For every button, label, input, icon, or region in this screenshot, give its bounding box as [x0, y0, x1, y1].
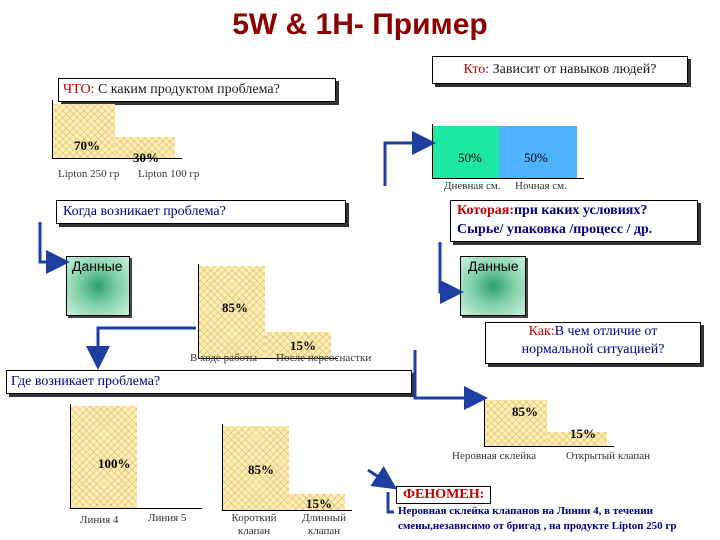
- where-valve-pct-1: 85%: [248, 462, 274, 477]
- which-line2: Сырье/ упаковка /процесс / др.: [457, 222, 653, 237]
- where-line-cat-2: Линия 5: [148, 512, 187, 524]
- which-line1: при каких условиях?: [513, 203, 648, 218]
- phenomenon-title: ФЕНОМЕН:: [396, 486, 491, 504]
- when-pct-2: 15%: [290, 338, 316, 353]
- who-question: Зависит от навыков людей?: [489, 62, 657, 77]
- how-pct-2: 15%: [570, 426, 596, 441]
- what-cat-1: Lipton 250 гр: [58, 168, 120, 180]
- who-pct-1: 50%: [458, 150, 482, 165]
- what-pct-1: 70%: [74, 138, 100, 153]
- data-label-left: Данные: [72, 258, 123, 274]
- what-pct-2: 30%: [133, 150, 159, 165]
- where-question: Где возникает проблема?: [11, 374, 161, 389]
- how-prefix: Как:: [528, 324, 555, 339]
- who-cat-1: Дневная см.: [444, 180, 501, 192]
- which-prefix: Которая:: [457, 203, 514, 218]
- phenomenon-text: Неровная склейка клапанов на Линии 4, в течении смены,независимо от бригад , на продукте Lipton 250 гр: [398, 505, 677, 532]
- where-line-pct-1: 100%: [98, 456, 131, 471]
- how-line2: нормальной ситуацией?: [521, 342, 665, 357]
- when-question: Когда возникает проблема?: [63, 204, 226, 219]
- where-valve-cat-1: Короткий клапан: [231, 512, 277, 537]
- arrow-where-to-phenomenon: [388, 492, 394, 512]
- who-cat-2: Ночная см.: [515, 180, 567, 192]
- how-line1: В чем отличие от: [554, 324, 658, 339]
- where-valve-cat-2: Длинный клапан: [302, 512, 346, 537]
- when-cat-2: После переоснастки: [276, 352, 372, 364]
- arrow-what-to-who: [385, 143, 430, 186]
- when-pct-1: 85%: [222, 300, 248, 315]
- when-cat-1: В ходе работы: [190, 352, 258, 364]
- arrow-when-to-data: [40, 222, 64, 262]
- arrow-how-to-chart: [415, 350, 482, 398]
- what-prefix: ЧТО:: [63, 82, 95, 97]
- who-prefix: Кто:: [463, 62, 490, 77]
- what-question: С каким продуктом проблема?: [94, 82, 280, 97]
- how-cat-2: Открытый клапан: [566, 450, 651, 462]
- where-line-cat-1: Линия 4: [80, 514, 119, 526]
- how-cat-1: Неровная склейка: [452, 450, 537, 462]
- arrow-when-to-where: [98, 328, 196, 364]
- what-cat-2: Lipton 100 гр: [138, 168, 200, 180]
- page-title: 5W & 1H- Пример: [232, 8, 488, 41]
- who-pct-2: 50%: [524, 150, 548, 165]
- how-pct-1: 85%: [512, 404, 538, 419]
- data-label-right: Данные: [468, 258, 519, 274]
- where-valve-pct-2: 15%: [306, 496, 332, 511]
- arrow-which-to-data: [440, 242, 458, 292]
